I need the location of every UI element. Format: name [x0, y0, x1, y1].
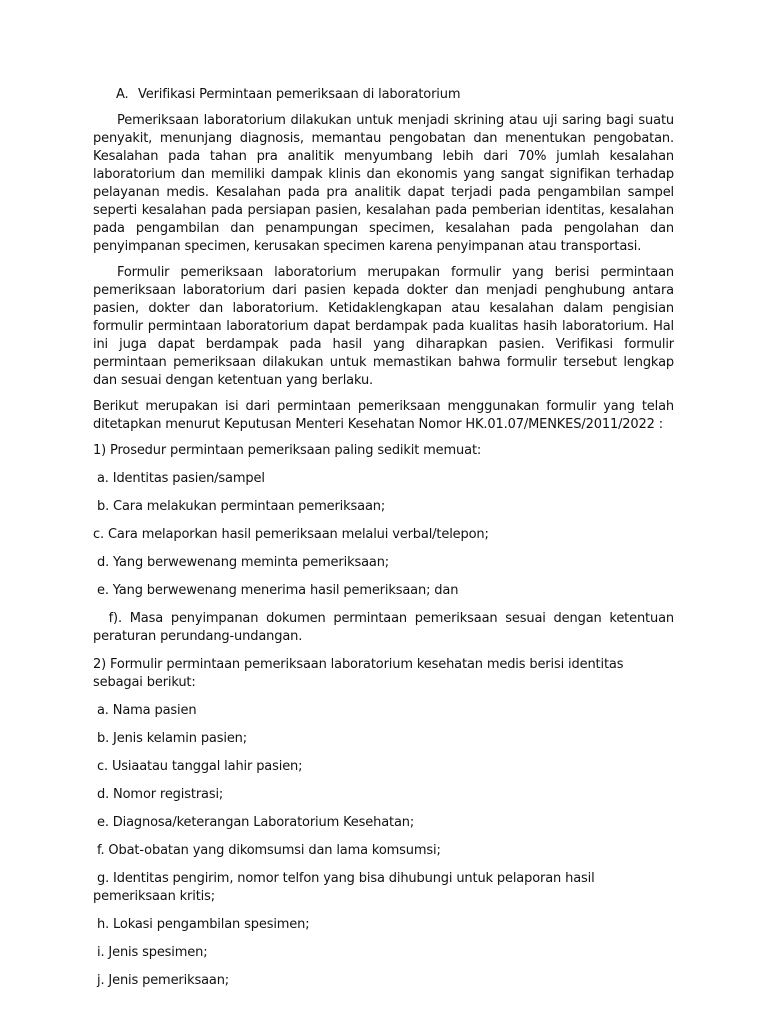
- paragraph-2: Formulir pemeriksaan laboratorium merupakan formulir yang berisi permintaan pemeriksaan laboratorium dari pasien kepada dokter dan menjadi penghubung antara pasien, dokter dan laboratorium. Ketidaklengkapan atau kesalahan dalam pengisian formulir permintaan laboratorium dapat berdampak pada kualitas hasih laboratorium. Hal ini juga dapat berdampak pada hasil yang diharapkan pasien. Verifikasi formulir permintaan pemeriksaan dilakukan untuk memastikan bahwa formulir tersebut lengkap dan sesuai dengan ketentuan yang berlaku.: [93, 265, 674, 388]
- list-item: e. Yang berwewenang menerima hasil pemeriksaan; dan: [93, 583, 459, 598]
- section-heading: [93, 86, 674, 104]
- list-item: a. Identitas pasien/sampel: [93, 471, 265, 486]
- list-item: i. Jenis spesimen;: [93, 945, 208, 960]
- heading-text: Verifikasi Permintaan pemeriksaan di laboratorium: [138, 87, 461, 102]
- list-item: j. Jenis pemeriksaan;: [93, 973, 230, 988]
- list-item: b. Cara melakukan permintaan pemeriksaan;: [93, 499, 386, 514]
- section-2-title: 2) Formulir permintaan pemeriksaan laboratorium kesehatan medis berisi identitas sebagai berikut:: [93, 657, 624, 690]
- list-item: c. Usiaatau tanggal lahir pasien;: [93, 759, 303, 774]
- section-1-title: 1) Prosedur permintaan pemeriksaan paling sedikit memuat:: [93, 443, 482, 458]
- list-item: b. Jenis kelamin pasien;: [93, 731, 247, 746]
- intro-paragraph: Berikut merupakan isi dari permintaan pemeriksaan menggunakan formulir yang telah ditetapkan menurut Keputusan Menteri Kesehatan Nomor HK.01.07/MENKES/2011/2022 :: [93, 399, 674, 432]
- heading-number: A.: [116, 87, 129, 102]
- document-body: [93, 86, 678, 1000]
- list-item: d. Nomor registrasi;: [93, 787, 224, 802]
- list-item: d. Yang berwewenang meminta pemeriksaan;: [93, 555, 390, 570]
- list-item: h. Lokasi pengambilan spesimen;: [93, 917, 310, 932]
- list-item: f. Obat-obatan yang dikomsumsi dan lama komsumsi;: [93, 843, 441, 858]
- list-item: e. Diagnosa/keterangan Laboratorium Kesehatan;: [93, 815, 415, 830]
- list-item: a. Nama pasien: [93, 703, 197, 718]
- list-item: g. Identitas pengirim, nomor telfon yang bisa dihubungi untuk pelaporan hasil pemeriksaan kritis;: [93, 871, 599, 904]
- list-item: f). Masa penyimpanan dokumen permintaan pemeriksaan sesuai dengan ketentuan peraturan perundang-undangan.: [93, 611, 678, 644]
- list-item: c. Cara melaporkan hasil pemeriksaan melalui verbal/telepon;: [93, 527, 489, 542]
- paragraph-1: Pemeriksaan laboratorium dilakukan untuk menjadi skrining atau uji saring bagi suatu penyakit, menunjang diagnosis, memantau pengobatan dan menentukan pengobatan. Kesalahan pada tahan pra analitik menyumbang lebih dari 70% jumlah kesalahan laboratorium dan memiliki dampak klinis dan ekonomis yang sangat signifikan terhadap pelayanan medis. Kesalahan pada pra analitik dapat terjadi pada pengambilan sampel seperti kesalahan pada persiapan pasien, kesalahan pada pemberian identitas, kesalahan pada pengambilan dan penampungan specimen, kesalahan pada pengolahan dan penyimpanan specimen, kerusakan specimen karena penyimpanan atau transportasi.: [93, 113, 674, 254]
